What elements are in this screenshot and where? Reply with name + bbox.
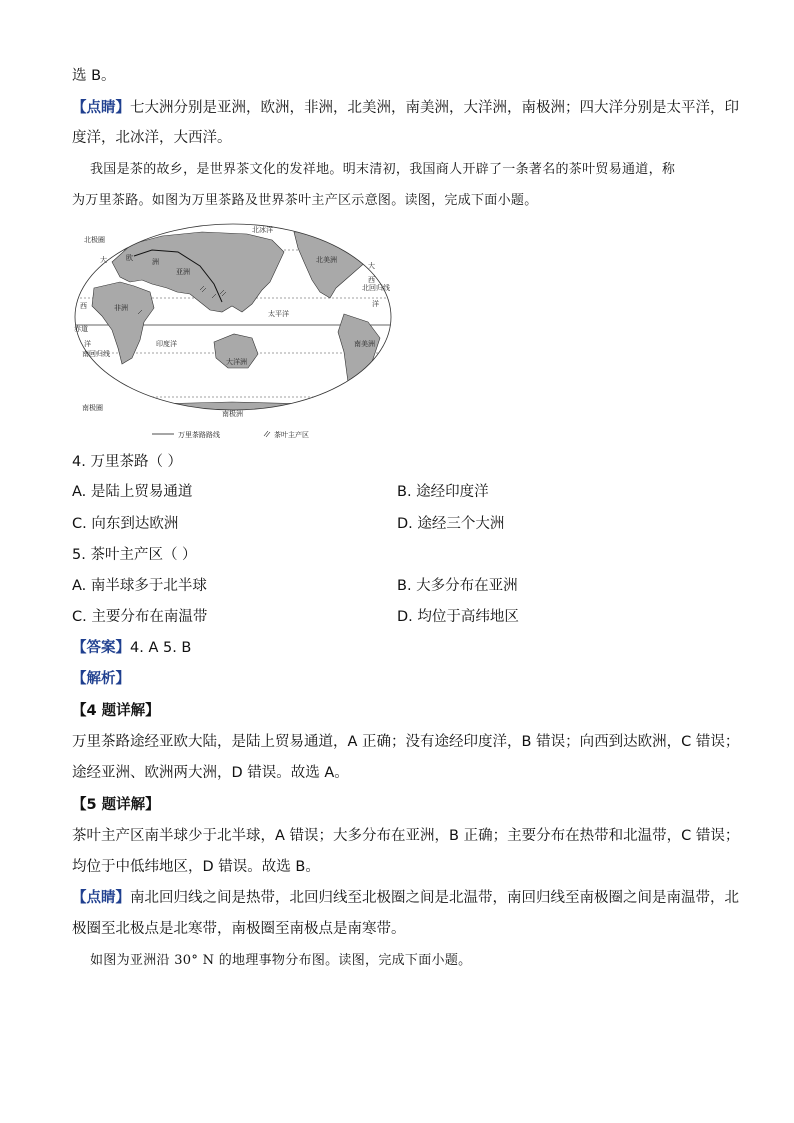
q5-option-c: C. 主要分布在南温带 bbox=[72, 609, 208, 625]
label-africa: 非洲 bbox=[114, 304, 128, 312]
q5-option-d: D. 均位于高纬地区 bbox=[397, 609, 519, 625]
label-indian-ocean: 印度洋 bbox=[156, 340, 177, 348]
detail-4-tag: 【4 题详解】 bbox=[72, 703, 160, 719]
answer-tag: 【答案】 bbox=[72, 640, 130, 656]
label-atlantic-right-3: 洋 bbox=[372, 300, 379, 308]
q5-stem: 5. 茶叶主产区（ ） bbox=[72, 547, 197, 563]
answer-line-prev: 选 B。 bbox=[72, 68, 116, 84]
label-arctic-ocean: 北冰洋 bbox=[252, 226, 273, 234]
label-asia: 亚洲 bbox=[176, 268, 190, 276]
world-map-figure bbox=[72, 222, 394, 440]
tip2-line-1 bbox=[72, 888, 739, 908]
legend-tea-icon bbox=[264, 431, 270, 437]
tip2-line-2: 极圈至北极点是北寒带，南极圈至南极点是南寒带。 bbox=[72, 921, 406, 937]
detail-5-line-1: 茶叶主产区南半球少于北半球，A 错误；大多分布在亚洲，B 正确；主要分布在热带和北温带，C 错误； bbox=[72, 828, 740, 844]
label-arctic-circle: 北极圈 bbox=[84, 236, 105, 244]
q5-option-a: A. 南半球多于北半球 bbox=[72, 578, 207, 594]
tip-text: 七大洲分别是亚洲，欧洲，非洲，北美洲，南美洲，大洋洲，南极洲；四大洋分别是太平洋，印 bbox=[130, 100, 739, 116]
label-tropic-cancer: 北回归线 bbox=[362, 284, 390, 292]
label-antarctica: 南极洲 bbox=[222, 410, 243, 418]
detail-4-line-1: 万里茶路途经亚欧大陆，是陆上贸易通道，A 正确；没有途经印度洋，B 错误；向西到达欧洲，C 错误； bbox=[72, 734, 740, 750]
label-pacific: 太平洋 bbox=[268, 310, 289, 318]
q4-option-c: C. 向东到达欧洲 bbox=[72, 516, 179, 532]
tip-line-1 bbox=[72, 98, 739, 118]
label-oceania: 大洋洲 bbox=[226, 358, 247, 366]
intro-line-2: 为万里茶路。如图为万里茶路及世界茶叶主产区示意图。读图，完成下面小题。 bbox=[72, 193, 538, 208]
next-question-intro: 如图为亚洲沿 30° N 的地理事物分布图。读图，完成下面小题。 bbox=[90, 953, 472, 968]
greenland-landmass bbox=[362, 228, 388, 244]
legend-tea-label: 茶叶主产区 bbox=[274, 431, 309, 439]
q4-option-d: D. 途经三个大洲 bbox=[397, 516, 505, 532]
label-atlantic-right-2: 西 bbox=[368, 276, 375, 284]
detail-5-tag: 【5 题详解】 bbox=[72, 797, 160, 813]
label-europe-1: 欧 bbox=[126, 254, 133, 262]
tip-tag: 【点睛】 bbox=[72, 100, 130, 116]
detail-5-line-2: 均位于中低纬地区，D 错误。故选 B。 bbox=[72, 859, 320, 875]
q4-stem: 4. 万里茶路（ ） bbox=[72, 454, 183, 470]
label-atlantic-left-3: 洋 bbox=[84, 340, 91, 348]
answer-line bbox=[72, 638, 191, 658]
label-atlantic-left-2: 西 bbox=[80, 302, 87, 310]
tip2-tag: 【点睛】 bbox=[72, 890, 130, 906]
tip-line-2: 度洋，北冰洋，大西洋。 bbox=[72, 130, 232, 146]
legend-route-label: 万里茶路路线 bbox=[178, 431, 220, 439]
label-north-america: 北美洲 bbox=[316, 256, 337, 264]
label-tropic-capricorn: 南回归线 bbox=[82, 350, 110, 358]
q5-option-b: B. 大多分布在亚洲 bbox=[397, 578, 518, 594]
analysis-tag: 【解析】 bbox=[72, 671, 130, 687]
label-equator: 赤道 bbox=[74, 325, 88, 333]
detail-4-line-2: 途经亚洲、欧洲两大洲，D 错误。故选 A。 bbox=[72, 765, 349, 781]
intro-line-1: 我国是茶的故乡，是世界茶文化的发祥地。明末清初，我国商人开辟了一条著名的茶叶贸易通道，称 bbox=[90, 162, 676, 177]
q4-option-b: B. 途经印度洋 bbox=[397, 484, 489, 500]
label-europe-2: 洲 bbox=[152, 258, 159, 266]
label-south-america: 南美洲 bbox=[354, 340, 375, 348]
q4-option-a: A. 是陆上贸易通道 bbox=[72, 484, 193, 500]
label-antarctic-circle: 南极圈 bbox=[82, 404, 103, 412]
answer-text: 4. A 5. B bbox=[130, 640, 192, 656]
label-atlantic-left-1: 大 bbox=[100, 256, 107, 264]
label-atlantic-right-1: 大 bbox=[368, 262, 375, 270]
tip2-text: 南北回归线之间是热带，北回归线至北极圈之间是北温带，南回归线至南极圈之间是南温带，北 bbox=[130, 890, 739, 906]
